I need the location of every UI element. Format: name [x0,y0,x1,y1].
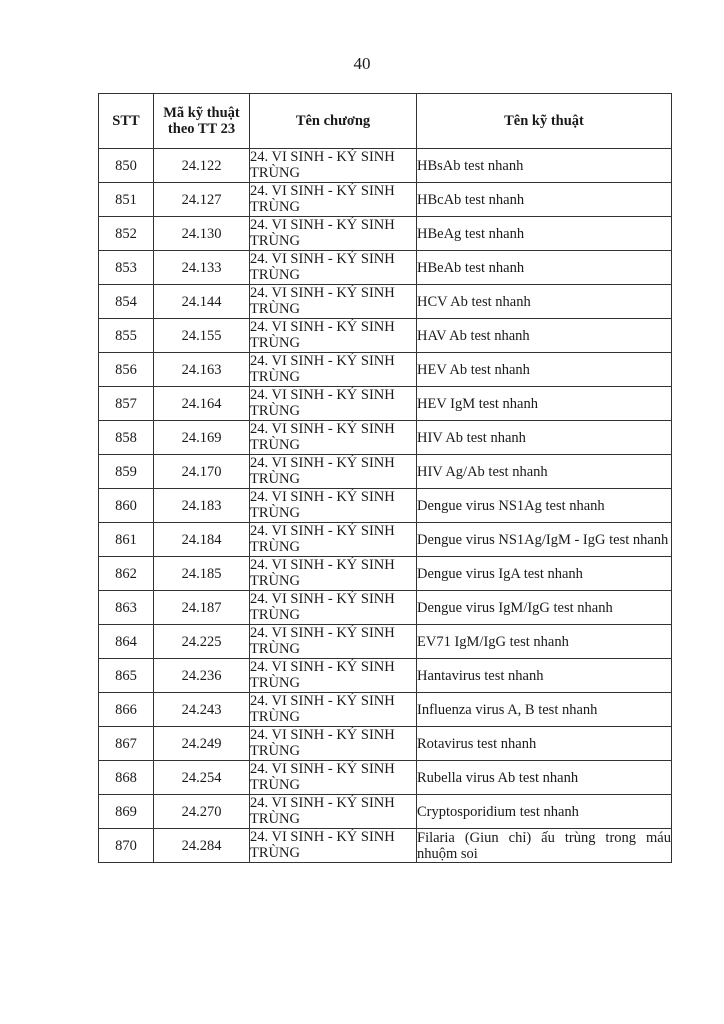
header-code: Mã kỹ thuật theo TT 23 [154,94,250,149]
table-row [99,217,672,251]
name-cell: HBeAb test nhanh [417,251,672,285]
table-row [99,625,672,659]
name-cell: HAV Ab test nhanh [417,319,672,353]
table-row [99,523,672,557]
code-cell: 24.183 [154,489,250,523]
code-cell: 24.144 [154,285,250,319]
code-cell: 24.243 [154,693,250,727]
chapter-cell: 24. VI SINH - KÝ SINH TRÙNG [250,149,417,183]
chapter-cell: 24. VI SINH - KÝ SINH TRÙNG [250,455,417,489]
chapter-cell: 24. VI SINH - KÝ SINH TRÙNG [250,591,417,625]
stt-cell: 865 [99,659,154,693]
chapter-cell: 24. VI SINH - KÝ SINH TRÙNG [250,319,417,353]
stt-cell: 858 [99,421,154,455]
stt-cell: 857 [99,387,154,421]
name-cell: Rubella virus Ab test nhanh [417,761,672,795]
code-cell: 24.254 [154,761,250,795]
name-cell: HBsAb test nhanh [417,149,672,183]
chapter-cell: 24. VI SINH - KÝ SINH TRÙNG [250,829,417,863]
table-row [99,251,672,285]
name-cell: HBeAg test nhanh [417,217,672,251]
table-row [99,489,672,523]
header-stt: STT [99,94,154,149]
code-cell: 24.130 [154,217,250,251]
code-cell: 24.169 [154,421,250,455]
name-cell: EV71 IgM/IgG test nhanh [417,625,672,659]
stt-cell: 870 [99,829,154,863]
name-cell: Dengue virus IgA test nhanh [417,557,672,591]
stt-cell: 856 [99,353,154,387]
stt-cell: 853 [99,251,154,285]
code-cell: 24.185 [154,557,250,591]
code-cell: 24.236 [154,659,250,693]
table-row [99,285,672,319]
chapter-cell: 24. VI SINH - KÝ SINH TRÙNG [250,693,417,727]
code-cell: 24.127 [154,183,250,217]
chapter-cell: 24. VI SINH - KÝ SINH TRÙNG [250,489,417,523]
name-cell: Dengue virus IgM/IgG test nhanh [417,591,672,625]
stt-cell: 863 [99,591,154,625]
name-cell: Dengue virus NS1Ag/IgM - IgG test nhanh [417,523,672,557]
table-row [99,795,672,829]
table-header-row [99,94,672,149]
table-row [99,387,672,421]
code-cell: 24.133 [154,251,250,285]
stt-cell: 862 [99,557,154,591]
stt-cell: 869 [99,795,154,829]
name-cell: HIV Ag/Ab test nhanh [417,455,672,489]
stt-cell: 860 [99,489,154,523]
chapter-cell: 24. VI SINH - KÝ SINH TRÙNG [250,183,417,217]
chapter-cell: 24. VI SINH - KÝ SINH TRÙNG [250,557,417,591]
table-row [99,727,672,761]
code-cell: 24.249 [154,727,250,761]
table-row [99,149,672,183]
name-cell: HBcAb test nhanh [417,183,672,217]
stt-cell: 854 [99,285,154,319]
table-row [99,557,672,591]
chapter-cell: 24. VI SINH - KÝ SINH TRÙNG [250,795,417,829]
table-row [99,353,672,387]
table-body [99,149,672,863]
header-chapter: Tên chương [250,94,417,149]
stt-cell: 855 [99,319,154,353]
stt-cell: 861 [99,523,154,557]
code-cell: 24.122 [154,149,250,183]
table-row [99,319,672,353]
chapter-cell: 24. VI SINH - KÝ SINH TRÙNG [250,251,417,285]
code-cell: 24.270 [154,795,250,829]
stt-cell: 852 [99,217,154,251]
stt-cell: 851 [99,183,154,217]
table-row [99,591,672,625]
chapter-cell: 24. VI SINH - KÝ SINH TRÙNG [250,523,417,557]
chapter-cell: 24. VI SINH - KÝ SINH TRÙNG [250,421,417,455]
name-cell: HEV Ab test nhanh [417,353,672,387]
name-cell: HCV Ab test nhanh [417,285,672,319]
table-row [99,183,672,217]
code-cell: 24.187 [154,591,250,625]
chapter-cell: 24. VI SINH - KÝ SINH TRÙNG [250,761,417,795]
code-cell: 24.155 [154,319,250,353]
name-cell: Influenza virus A, B test nhanh [417,693,672,727]
name-cell: Hantavirus test nhanh [417,659,672,693]
table-row [99,421,672,455]
name-cell: Rotavirus test nhanh [417,727,672,761]
table-row [99,693,672,727]
code-cell: 24.170 [154,455,250,489]
chapter-cell: 24. VI SINH - KÝ SINH TRÙNG [250,659,417,693]
header-technique: Tên kỹ thuật [417,94,672,149]
code-cell: 24.163 [154,353,250,387]
code-cell: 24.184 [154,523,250,557]
table-row [99,659,672,693]
name-cell: Dengue virus NS1Ag test nhanh [417,489,672,523]
chapter-cell: 24. VI SINH - KÝ SINH TRÙNG [250,217,417,251]
stt-cell: 859 [99,455,154,489]
code-cell: 24.164 [154,387,250,421]
chapter-cell: 24. VI SINH - KÝ SINH TRÙNG [250,625,417,659]
name-cell: HEV IgM test nhanh [417,387,672,421]
code-cell: 24.225 [154,625,250,659]
table-row [99,455,672,489]
stt-cell: 868 [99,761,154,795]
stt-cell: 864 [99,625,154,659]
stt-cell: 850 [99,149,154,183]
chapter-cell: 24. VI SINH - KÝ SINH TRÙNG [250,285,417,319]
chapter-cell: 24. VI SINH - KÝ SINH TRÙNG [250,353,417,387]
name-cell: Cryptosporidium test nhanh [417,795,672,829]
stt-cell: 867 [99,727,154,761]
chapter-cell: 24. VI SINH - KÝ SINH TRÙNG [250,387,417,421]
code-cell: 24.284 [154,829,250,863]
name-cell: HIV Ab test nhanh [417,421,672,455]
chapter-cell: 24. VI SINH - KÝ SINH TRÙNG [250,727,417,761]
table-row [99,829,672,863]
page-number: 40 [353,54,371,73]
name-cell: Filaria (Giun chỉ) ấu trùng trong máu nhuộm soi [417,829,671,862]
stt-cell: 866 [99,693,154,727]
technique-table [98,93,672,863]
table-row [99,761,672,795]
